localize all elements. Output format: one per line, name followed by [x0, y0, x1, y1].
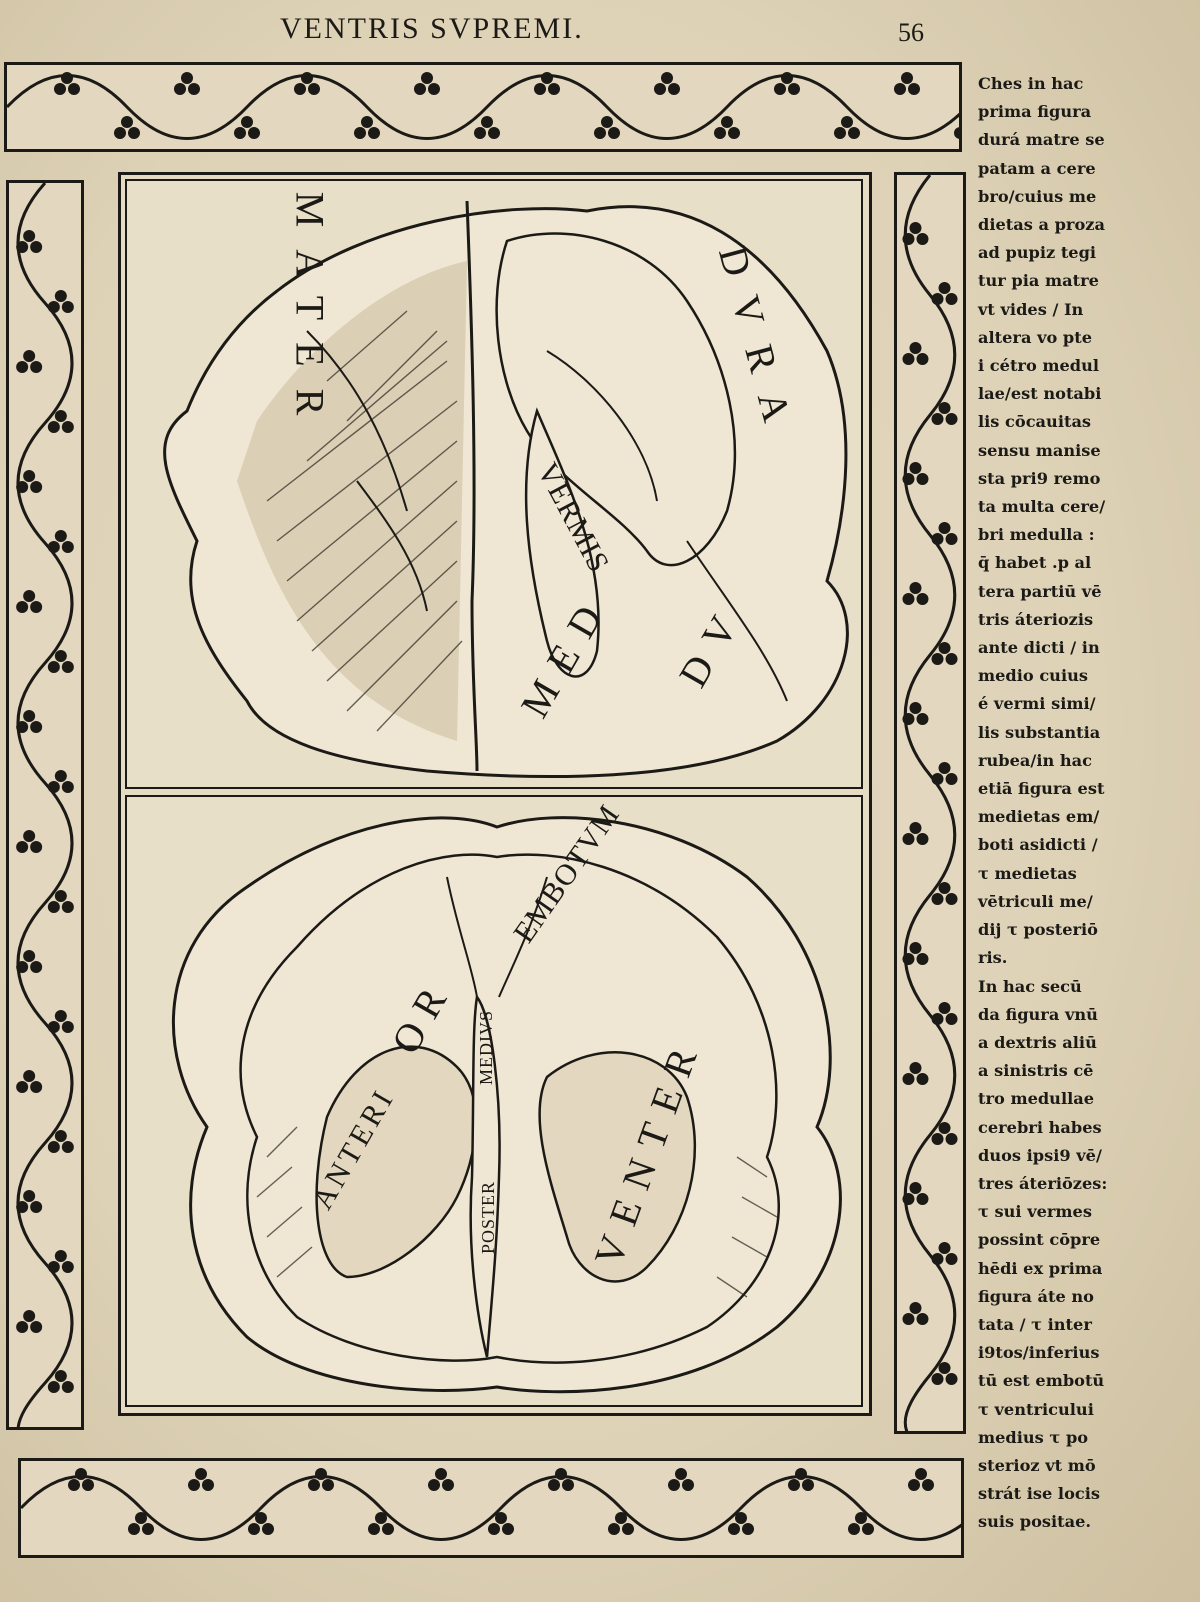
sidenote-line: hēdi ex prima: [978, 1258, 1103, 1278]
sidenote-line: patam a cere: [978, 158, 1096, 178]
sidenote-line: cerebri habes: [978, 1117, 1102, 1137]
sidenote-line: medio cuius: [978, 666, 1088, 686]
sidenote-line: a sinistris cē: [978, 1061, 1094, 1081]
sidenote-line: ris.: [978, 948, 1008, 968]
sidenote-line: medietas em/: [978, 807, 1100, 827]
sidenote-line: tro medullae: [978, 1089, 1095, 1109]
sidenote-line: tur pia matre: [978, 271, 1099, 291]
label-med: MED: [511, 583, 620, 726]
sidenote-line: sta pri9 remo: [978, 468, 1101, 488]
figure-lower-panel: [125, 795, 863, 1407]
sidenote-line: vētriculi me/: [978, 891, 1093, 911]
sidenote-line: τ medietas: [978, 863, 1077, 883]
page-number: 56: [898, 18, 924, 47]
sidenote-line: a dextris aliū: [978, 1032, 1097, 1052]
right-ornamental-border: [894, 172, 966, 1434]
sidenote-line: i cétro medul: [978, 356, 1100, 376]
sidenote-line: etiā figura est: [978, 779, 1105, 799]
sidenote-line: lis substantia: [978, 722, 1101, 742]
label-embotvm: EMBOTVM: [507, 798, 627, 949]
label-venter: VENTER: [585, 1029, 711, 1272]
sidenote-line: boti asidicti /: [978, 835, 1098, 855]
sidenote-line: vt vides / In: [978, 299, 1084, 319]
bottom-ornamental-border: [18, 1458, 964, 1558]
running-head: VENTRIS SVPREMI.: [280, 12, 584, 45]
sidenote-line: i9tos/inferius: [978, 1343, 1100, 1363]
sidenote-line: dietas a proza: [978, 215, 1105, 235]
sidenote-line: rubea/in hac: [978, 750, 1092, 770]
sidenote-line: Ches in hac: [978, 74, 1084, 93]
sidenote-line: In hac secū: [978, 976, 1082, 996]
left-ornamental-border: [6, 180, 84, 1430]
top-ornamental-border: [4, 62, 962, 152]
sidenote-line: medius τ po: [978, 1427, 1089, 1447]
label-medius: MEDIVS: [476, 1009, 497, 1086]
sidenote-line: ante dicti / in: [978, 638, 1100, 658]
sidenote-line: lae/est notabi: [978, 384, 1102, 404]
vine-ornament-right: [897, 175, 963, 1431]
sidenote-line: ta multa cere/: [978, 497, 1106, 517]
brain-ventricles-illustration: [127, 797, 861, 1405]
sidenote-line: sterioz vt mō: [978, 1455, 1096, 1475]
vine-ornament-top: [7, 65, 959, 149]
sidenote-line: lis cōcauitas: [978, 412, 1092, 432]
sidenote-line: bro/cuius me: [978, 186, 1097, 206]
label-or: OR: [382, 969, 462, 1062]
label-poster: POSTER: [478, 1180, 499, 1255]
sidenote-line: τ sui vermes: [978, 1202, 1092, 1222]
sidenote-line: duos ipsi9 vē/: [978, 1145, 1102, 1165]
sidenote-line: q̄ habet .p al: [978, 553, 1092, 573]
sidenote-line: suis positae.: [978, 1512, 1092, 1532]
label-vermis: VERMIS: [530, 457, 616, 579]
sidenote-line: possint cōpre: [978, 1230, 1101, 1250]
sidenote-line: altera vo pte: [978, 327, 1093, 347]
sidenote-line: τ ventricului: [978, 1399, 1094, 1419]
sidenote-line: tata / τ inter: [978, 1314, 1092, 1334]
woodcut-figure-frame: [118, 172, 872, 1416]
sidenote-line: sensu manise: [978, 440, 1101, 460]
sidenote-line: durá matre se: [978, 130, 1105, 150]
sidenote-line: dij τ posteriō: [978, 920, 1098, 940]
sidenote-line: prima figura: [978, 102, 1092, 122]
sidenote-line: tū est embotū: [978, 1371, 1105, 1391]
label-dvra: DVRA: [709, 241, 806, 448]
label-dv: DV: [669, 594, 754, 695]
vine-ornament-bottom: [21, 1461, 961, 1555]
sidenote-line: tres áteriōzes:: [978, 1173, 1108, 1193]
sidenote-line: da figura vnū: [978, 1004, 1098, 1024]
label-mater: MATER: [287, 191, 333, 438]
marginal-sidenote: [978, 70, 1138, 1537]
sidenote-line: strát ise locis: [978, 1484, 1100, 1504]
sidenote-line: tera partiū vē: [978, 581, 1102, 601]
label-anteri: ANTERI: [305, 1082, 402, 1216]
sidenote-line: tris áteriozis: [978, 609, 1094, 629]
sidenote-line: ad pupiz tegi: [978, 243, 1097, 263]
sidenote-line: figura áte no: [978, 1286, 1094, 1306]
sidenote-line: bri medulla :: [978, 525, 1095, 545]
sidenote-line: é vermi simi/: [978, 694, 1096, 714]
vine-ornament-left: [9, 183, 81, 1427]
figure-upper-panel: [125, 179, 863, 789]
